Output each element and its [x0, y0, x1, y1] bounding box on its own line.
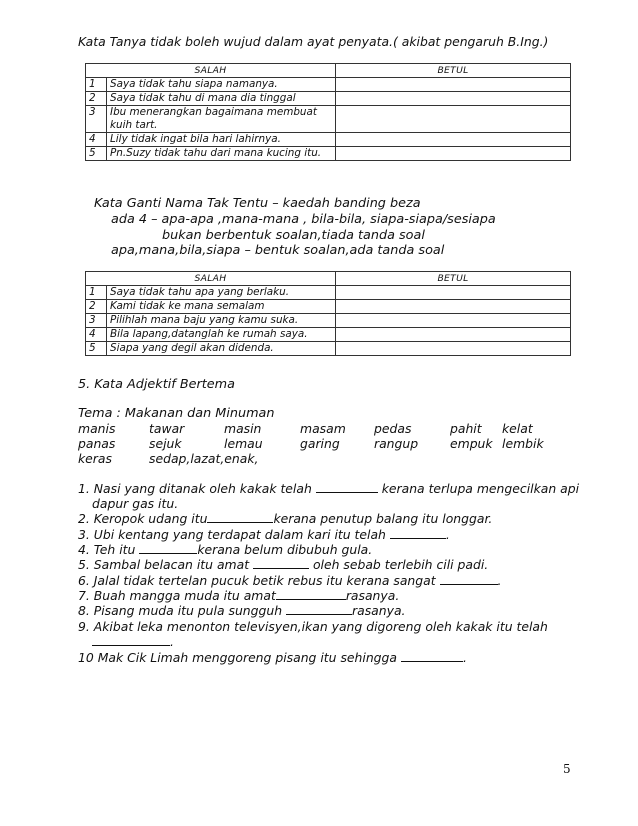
betul-cell: [336, 328, 571, 342]
answer-blank[interactable]: [276, 588, 346, 600]
header-betul: BETUL: [336, 272, 571, 286]
section5-theme: Tema : Makanan dan Minuman: [78, 406, 275, 421]
header-betul: BETUL: [336, 64, 571, 78]
table-row: [86, 342, 571, 356]
exercise-item: 1. Nasi yang ditanak oleh kakak telah kerana terlupa mengecilkan api: [78, 481, 580, 496]
salah-cell: Lily tidak ingat bila hari lahirnya.: [107, 133, 336, 147]
table-row: [86, 147, 571, 161]
answer-blank[interactable]: [286, 603, 352, 615]
betul-cell: [336, 92, 571, 106]
table-row: [86, 106, 571, 133]
row-number: 3: [86, 106, 107, 133]
salah-cell: Ibu menerangkan bagaimana membuat kuih tart.: [107, 106, 336, 133]
section2-title: Kata Ganti Nama Tak Tentu – kaedah banding beza: [94, 196, 421, 211]
exercise-item: 8. Pisang muda itu pula sungguh rasanya.: [78, 603, 406, 618]
adjective-word: rangup: [374, 436, 419, 451]
row-number: 3: [86, 314, 107, 328]
table-header-row: [86, 272, 571, 286]
betul-cell: [336, 106, 571, 133]
section5-heading: 5. Kata Adjektif Bertema: [78, 377, 235, 392]
answer-blank[interactable]: [316, 481, 378, 493]
exercise-item: 7. Buah mangga muda itu amat rasanya.: [78, 588, 400, 603]
answer-blank[interactable]: [92, 634, 170, 646]
salah-cell: Kami tidak ke mana semalam: [107, 300, 336, 314]
table-header-row: [86, 64, 571, 78]
section2-line2: bukan berbentuk soalan,tiada tanda soal: [162, 228, 425, 243]
table-row: [86, 300, 571, 314]
salah-cell: Saya tidak tahu di mana dia tinggal: [107, 92, 336, 106]
betul-cell: [336, 78, 571, 92]
betul-cell: [336, 147, 571, 161]
salah-cell: Pilihlah mana baju yang kamu suka.: [107, 314, 336, 328]
row-number: 2: [86, 92, 107, 106]
row-number: 5: [86, 147, 107, 161]
exercise-item: 3. Ubi kentang yang terdapat dalam kari itu telah .: [78, 527, 450, 542]
exercise-item: 10 Mak Cik Limah menggoreng pisang itu sehingga .: [78, 650, 467, 665]
header-salah: SALAH: [86, 272, 336, 286]
exercise-item: 4. Teh itu kerana belum dibubuh gula.: [78, 542, 373, 557]
row-number: 1: [86, 286, 107, 300]
exercise-item: 5. Sambal belacan itu amat oleh sebab terlebih cili padi.: [78, 557, 489, 572]
table-salah-betul-1: [85, 63, 571, 161]
answer-blank[interactable]: [440, 573, 498, 585]
betul-cell: [336, 314, 571, 328]
adjective-word: keras: [78, 451, 112, 466]
adjective-word: sedap,lazat,enak,: [149, 451, 259, 466]
adjective-word: lembik: [502, 436, 544, 451]
adjective-word: masin: [224, 421, 262, 436]
adjective-word: lemau: [224, 436, 263, 451]
exercise-item-continuation: dapur gas itu.: [92, 496, 179, 511]
salah-cell: Saya tidak tahu siapa namanya.: [107, 78, 336, 92]
table-row: [86, 328, 571, 342]
header-salah: SALAH: [86, 64, 336, 78]
betul-cell: [336, 342, 571, 356]
row-number: 4: [86, 328, 107, 342]
intro-text: Kata Tanya tidak boleh wujud dalam ayat penyata.( akibat pengaruh B.Ing.): [78, 34, 549, 49]
adjective-word: tawar: [149, 421, 185, 436]
answer-blank[interactable]: [207, 511, 273, 523]
adjective-word: kelat: [502, 421, 533, 436]
adjective-word: pedas: [374, 421, 412, 436]
betul-cell: [336, 133, 571, 147]
answer-blank[interactable]: [390, 527, 446, 539]
section2-line1: ada 4 – apa-apa ,mana-mana , bila-bila, siapa-siapa/sesiapa: [111, 212, 496, 227]
section2-line3: apa,mana,bila,siapa – bentuk soalan,ada tanda soal: [111, 243, 445, 258]
answer-blank[interactable]: [253, 557, 309, 569]
exercise-item-continuation: .: [92, 634, 174, 649]
exercise-item: 9. Akibat leka menonton televisyen,ikan yang digoreng oleh kakak itu telah: [78, 619, 548, 634]
adjective-word: panas: [78, 436, 116, 451]
salah-cell: Pn.Suzy tidak tahu dari mana kucing itu.: [107, 147, 336, 161]
row-number: 5: [86, 342, 107, 356]
betul-cell: [336, 286, 571, 300]
table-row: [86, 78, 571, 92]
table-salah-betul-2: [85, 271, 571, 356]
answer-blank[interactable]: [401, 650, 463, 662]
table-row: [86, 133, 571, 147]
table-row: [86, 92, 571, 106]
answer-blank[interactable]: [139, 542, 197, 554]
betul-cell: [336, 300, 571, 314]
adjective-word: masam: [300, 421, 346, 436]
adjective-word: garing: [300, 436, 340, 451]
adjective-word: sejuk: [149, 436, 182, 451]
exercise-item: 6. Jalal tidak tertelan pucuk betik rebus itu kerana sangat .: [78, 573, 502, 588]
salah-cell: Siapa yang degil akan didenda.: [107, 342, 336, 356]
salah-cell: Saya tidak tahu apa yang berlaku.: [107, 286, 336, 300]
exercise-item: 2. Keropok udang itu kerana penutup balang itu longgar.: [78, 511, 493, 526]
adjective-word: manis: [78, 421, 116, 436]
page-number: 5: [563, 762, 571, 776]
salah-cell: Bila lapang,datanglah ke rumah saya.: [107, 328, 336, 342]
table-row: [86, 286, 571, 300]
adjective-word: empuk: [450, 436, 493, 451]
row-number: 2: [86, 300, 107, 314]
adjective-word: pahit: [450, 421, 482, 436]
row-number: 1: [86, 78, 107, 92]
row-number: 4: [86, 133, 107, 147]
table-row: [86, 314, 571, 328]
